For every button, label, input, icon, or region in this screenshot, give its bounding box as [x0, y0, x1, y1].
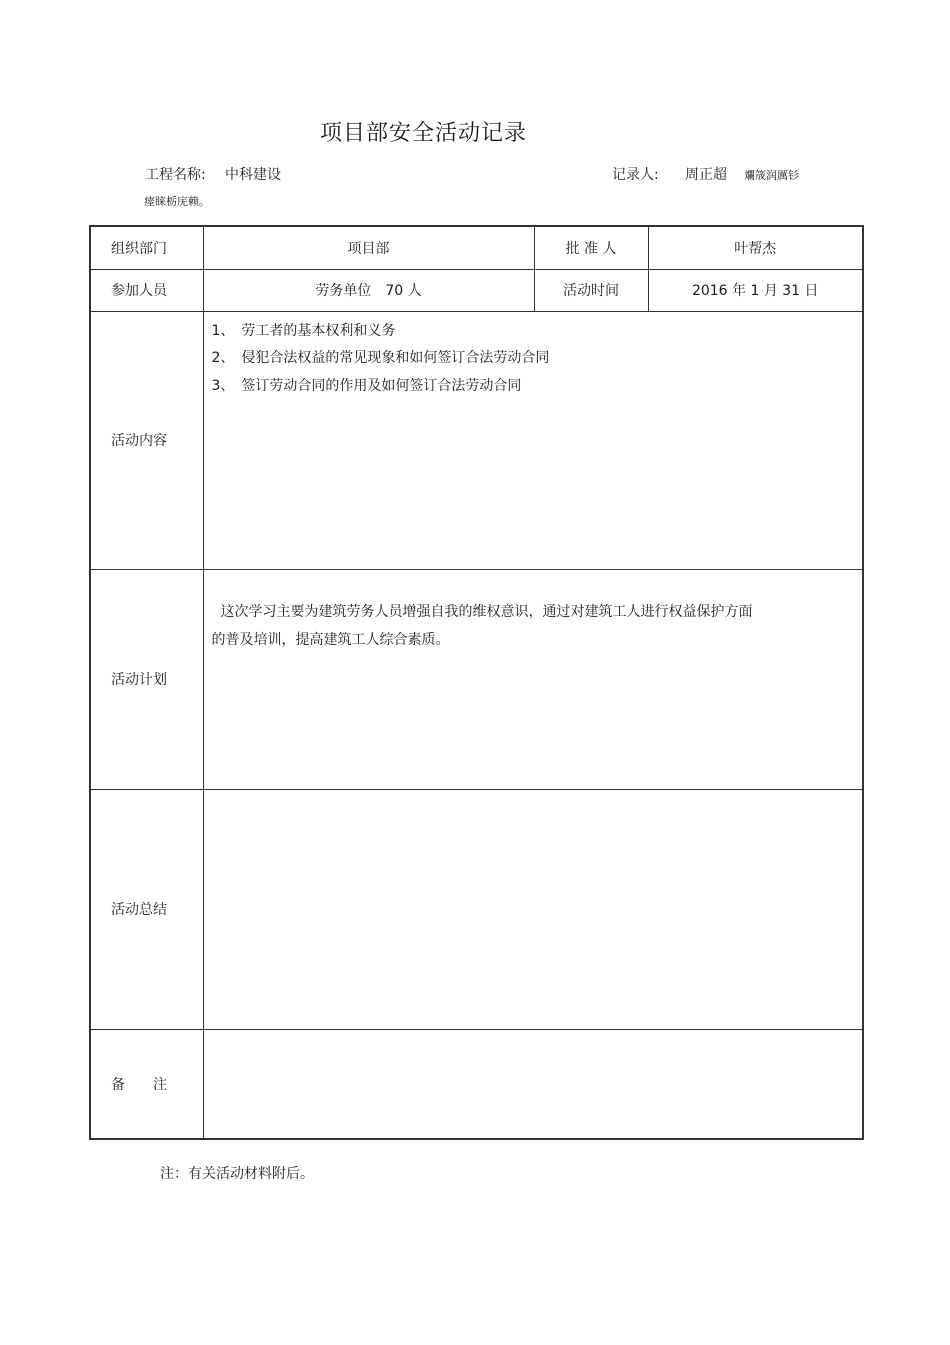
- table-row: [90, 789, 863, 1029]
- activity-plan-cell: [203, 569, 863, 789]
- plan-text-line: 的普及培训，提高建筑工人综合素质。: [211, 631, 450, 648]
- list-item: 3、 签订劳动合同的作用及如何签订合法劳动合同: [211, 377, 522, 394]
- approver-label: 批 准 人: [534, 226, 648, 269]
- participants-value: 劳务单位 70 人: [203, 269, 534, 311]
- activity-content-label: 活动内容: [90, 311, 203, 569]
- table-row: [90, 1029, 863, 1139]
- recorder-extra-text: 斕筬润厲钐: [744, 169, 799, 182]
- activity-content-cell: [203, 311, 863, 569]
- org-dept-label: 组织部门: [90, 226, 203, 269]
- table-row: [90, 269, 863, 311]
- footer-note: 注：有关活动材料附后。: [160, 1166, 314, 1182]
- list-item: 2、 侵犯合法权益的常见现象和如何签订合法劳动合同: [211, 350, 550, 366]
- project-name-label: 工程名称:: [145, 167, 206, 183]
- recorder-value: 周正超: [685, 167, 727, 183]
- list-item: 1、 劳工者的基本权利和义务: [211, 322, 396, 339]
- activity-summary-cell: [203, 789, 863, 1029]
- org-dept-value: 项目部: [203, 226, 534, 269]
- remarks-label: 备 注: [90, 1029, 203, 1139]
- page-title: 项目部安全活动记录: [320, 121, 528, 146]
- table-row: [90, 226, 863, 269]
- remarks-cell: [203, 1029, 863, 1139]
- approver-value: 叶帮杰: [648, 226, 863, 269]
- activity-time-value: 2016 年 1 月 31 日: [648, 269, 863, 311]
- activity-summary-label: 活动总结: [90, 789, 203, 1029]
- activity-plan-label: 活动计划: [90, 569, 203, 789]
- recorder-label: 记录人:: [612, 167, 659, 183]
- table-row: [90, 569, 863, 789]
- participants-label: 参加人员: [90, 269, 203, 311]
- activity-record-table: [89, 225, 864, 1140]
- table-row: [90, 311, 863, 569]
- plan-text-line: 这次学习主要为建筑劳务人员增强自我的维权意识，通过对建筑工人进行权益保护方面: [220, 603, 753, 620]
- project-name-value: 中科建设: [225, 167, 281, 183]
- header-subline: 瘗睐栃庑赖。: [144, 195, 210, 208]
- activity-time-label: 活动时间: [534, 269, 648, 311]
